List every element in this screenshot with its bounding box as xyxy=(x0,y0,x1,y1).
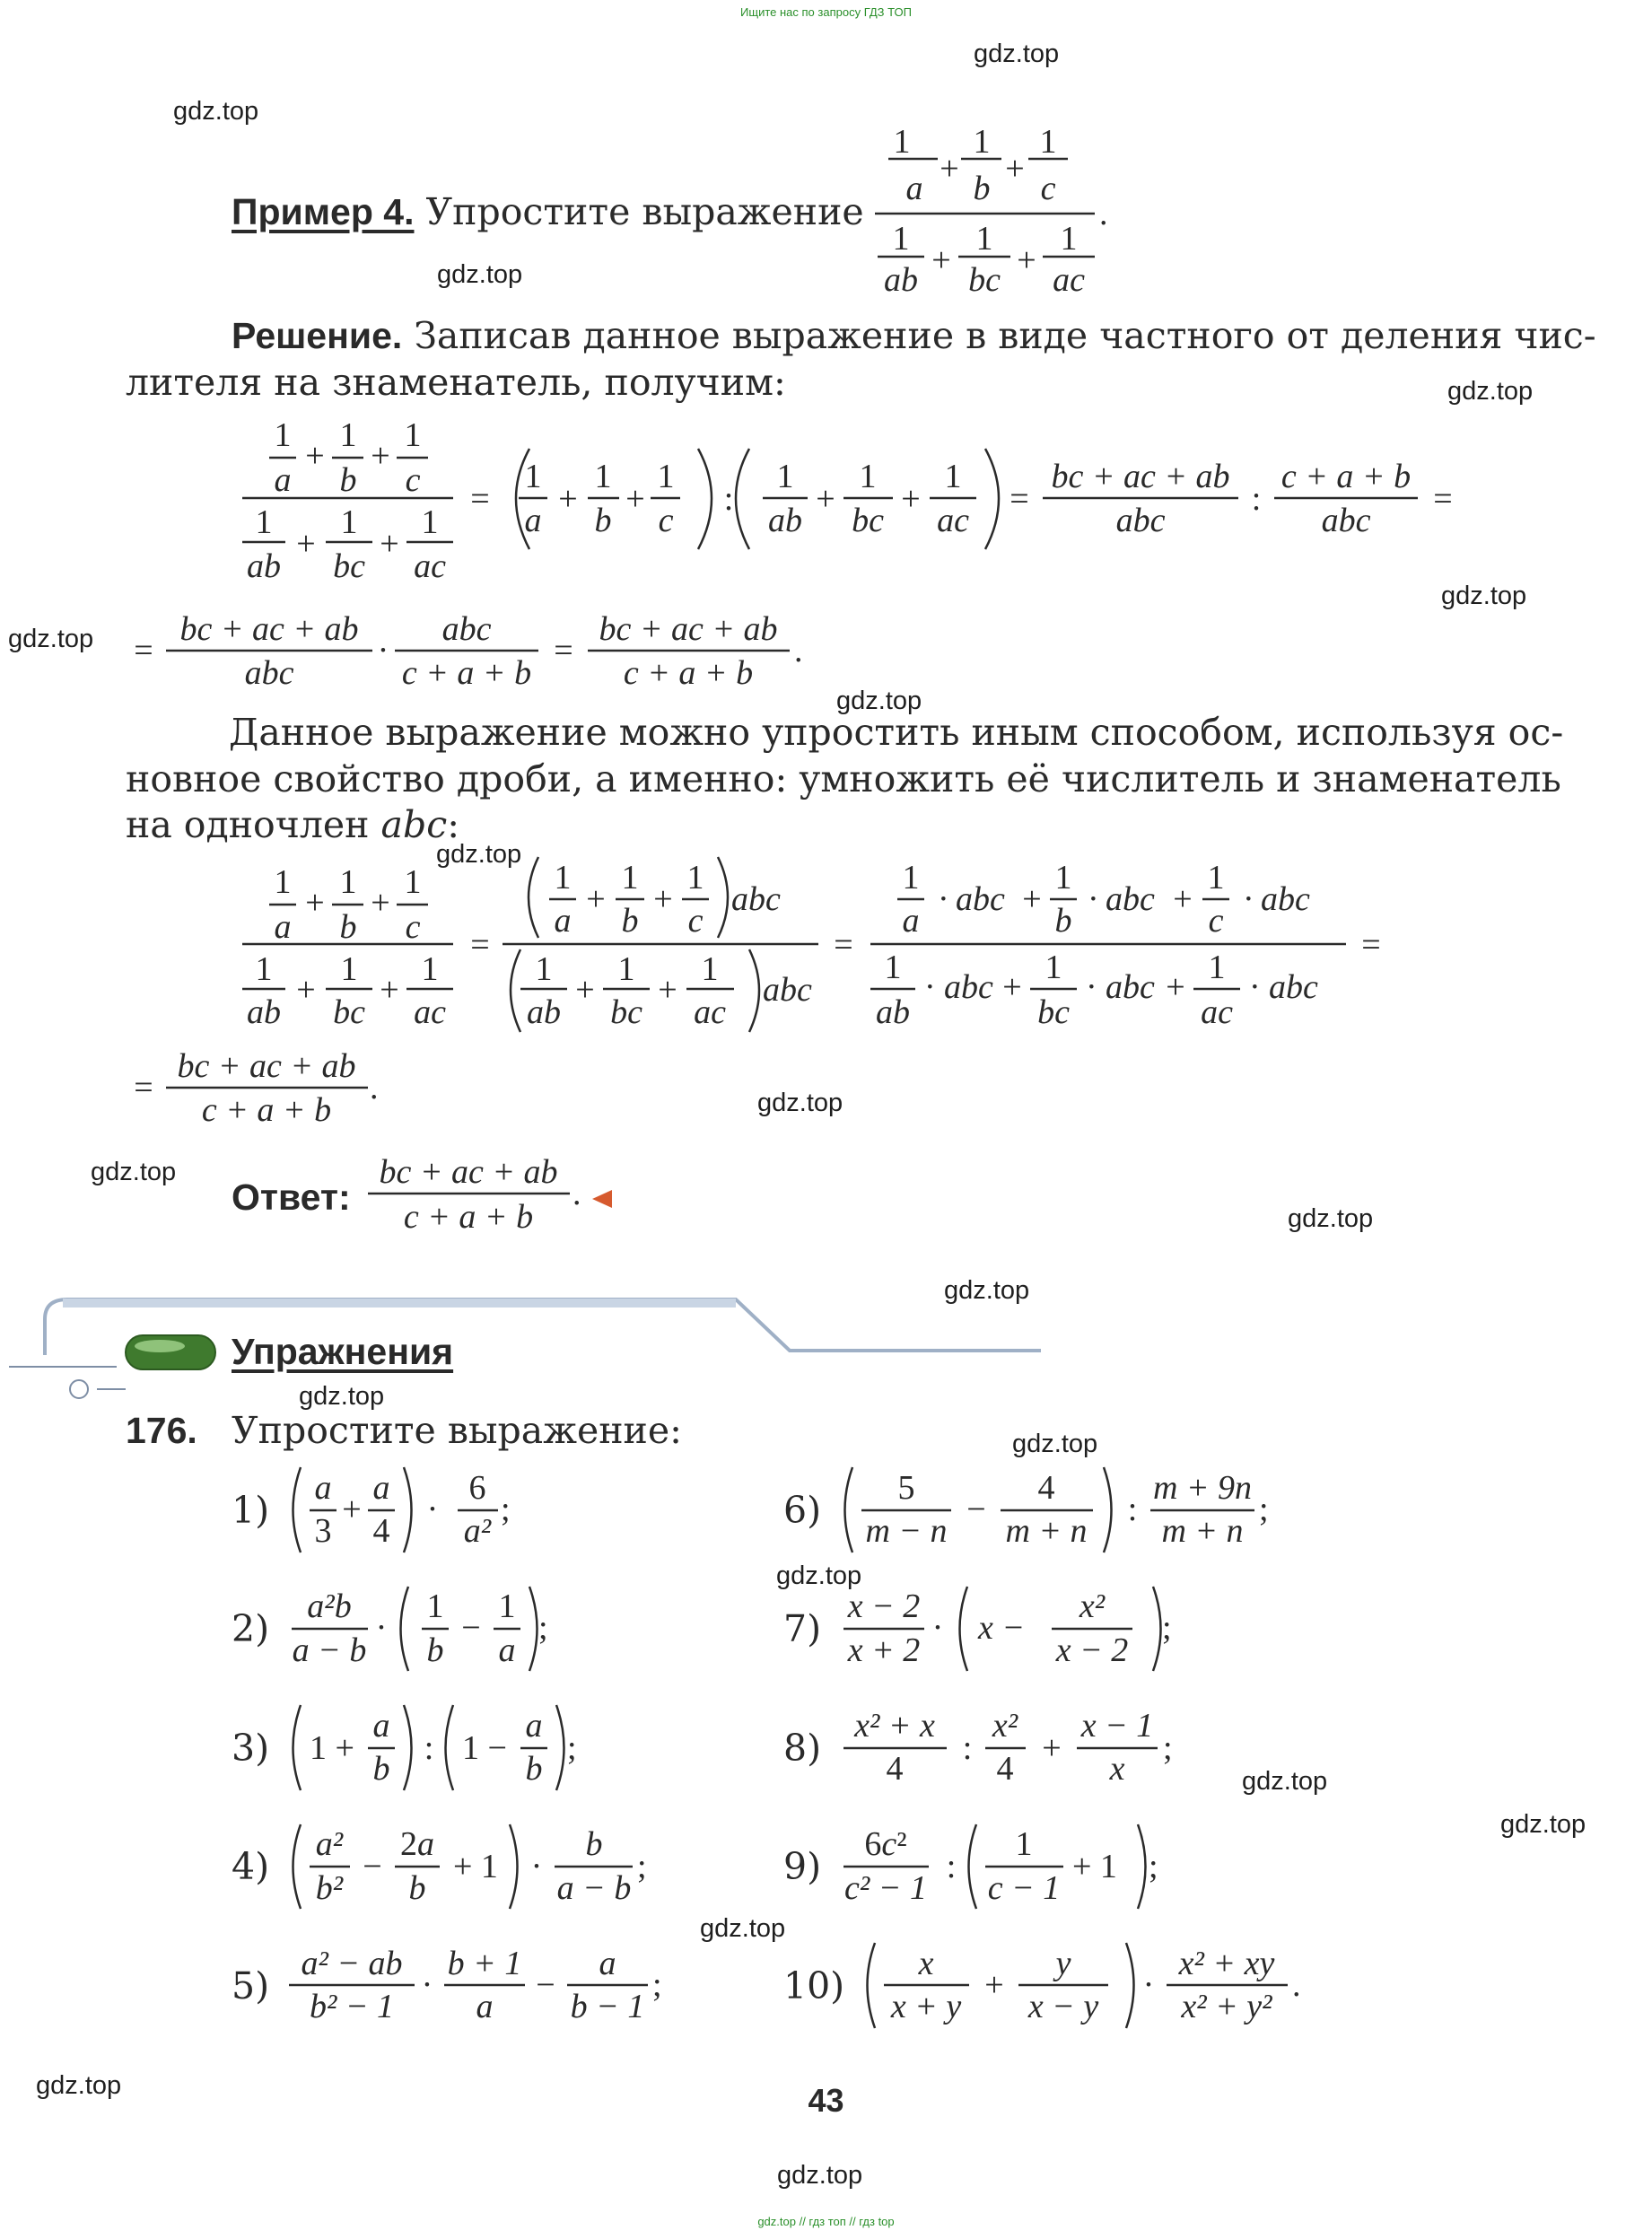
exercise-item-label: 3) xyxy=(232,1727,270,1770)
svg-text:bc: bc xyxy=(852,502,884,539)
svg-text:5: 5 xyxy=(897,1469,915,1507)
svg-text:=: = xyxy=(470,480,490,518)
svg-text:+: + xyxy=(1173,880,1193,918)
svg-text:y: y xyxy=(1055,1945,1071,1982)
watermark: gdz.top xyxy=(777,2161,863,2190)
alt-line-3-colon: : xyxy=(447,803,460,846)
svg-text:;: ; xyxy=(567,1729,577,1767)
svg-text:+: + xyxy=(901,480,921,518)
svg-text:=: = xyxy=(1361,926,1381,964)
svg-text:x + y: x + y xyxy=(890,1988,962,2025)
svg-text:c: c xyxy=(405,461,421,499)
svg-text:1: 1 xyxy=(255,503,273,541)
svg-text::: : xyxy=(424,1729,434,1767)
watermark: gdz.top xyxy=(91,1158,177,1186)
svg-text:c: c xyxy=(1040,170,1056,207)
svg-text:1: 1 xyxy=(1039,123,1057,161)
watermark: gdz.top xyxy=(1288,1204,1374,1233)
svg-text:+ 1: + 1 xyxy=(453,1848,498,1885)
svg-text:c + a + b: c + a + b xyxy=(201,1091,332,1129)
svg-text:1: 1 xyxy=(404,863,422,901)
svg-text:a: a xyxy=(372,1469,390,1507)
watermark: gdz.top xyxy=(1012,1430,1098,1458)
example-task: Упростите выражение xyxy=(425,190,864,233)
svg-text:1: 1 xyxy=(975,220,993,258)
svg-text:1: 1 xyxy=(535,950,553,988)
watermark: gdz.top xyxy=(36,2071,122,2100)
svg-text:.: . xyxy=(1292,1966,1301,2004)
svg-text:·: · xyxy=(1088,880,1099,918)
exercise-5 xyxy=(289,1945,662,2025)
svg-text:+: + xyxy=(940,150,959,188)
svg-text:·: · xyxy=(375,1609,388,1647)
svg-text:1: 1 xyxy=(776,458,794,495)
svg-text:x²: x² xyxy=(1079,1587,1106,1625)
svg-text:+: + xyxy=(1042,1729,1062,1767)
svg-text:c + a + b: c + a + b xyxy=(401,654,532,692)
svg-text:+: + xyxy=(380,525,399,563)
svg-text:1: 1 xyxy=(1054,859,1072,896)
svg-text:+: + xyxy=(305,884,325,922)
page-number: 43 xyxy=(808,2082,844,2119)
exercise-3 xyxy=(293,1705,577,1790)
svg-text:6: 6 xyxy=(468,1469,486,1507)
svg-text:ab: ab xyxy=(527,993,561,1031)
svg-text:bc + ac + ab: bc + ac + ab xyxy=(1051,458,1230,495)
header-note: Ищите нас по запросу ГДЗ ТОП xyxy=(740,5,912,19)
svg-text:b: b xyxy=(339,908,357,946)
svg-text:a²: a² xyxy=(463,1512,492,1550)
svg-text:·: · xyxy=(426,1491,439,1528)
alt-line-1: Данное выражение можно упростить иным способом, используя ос- xyxy=(229,711,1564,754)
svg-text:c + a + b: c + a + b xyxy=(1281,458,1412,495)
svg-text:·: · xyxy=(1249,968,1261,1006)
svg-text:1: 1 xyxy=(1207,859,1225,896)
svg-text:·: · xyxy=(1086,968,1097,1006)
exercise-item-label: 4) xyxy=(232,1845,270,1888)
svg-text:+: + xyxy=(586,880,606,918)
svg-text:c − 1: c − 1 xyxy=(987,1869,1061,1907)
svg-text:1: 1 xyxy=(404,416,422,454)
svg-text::: : xyxy=(723,480,734,518)
svg-text:b² − 1: b² − 1 xyxy=(309,1988,395,2025)
svg-text:.: . xyxy=(1099,195,1108,232)
svg-text:1: 1 xyxy=(617,950,635,988)
svg-text:a²: a² xyxy=(315,1825,344,1863)
exercise-item-label: 1) xyxy=(232,1489,270,1532)
svg-text:a: a xyxy=(274,461,292,499)
svg-text:;: ; xyxy=(1163,1729,1173,1767)
svg-text:a² − ab: a² − ab xyxy=(301,1945,403,1982)
alt-formula-2 xyxy=(134,1047,378,1129)
svg-text:+ 1: + 1 xyxy=(1072,1848,1117,1885)
watermark: gdz.top xyxy=(1447,377,1534,406)
svg-text:abc: abc xyxy=(1321,502,1371,539)
svg-text:a: a xyxy=(314,1469,332,1507)
svg-text:+: + xyxy=(1017,241,1036,279)
svg-text:c² − 1: c² − 1 xyxy=(844,1869,927,1907)
svg-text:+: + xyxy=(1002,968,1022,1006)
solution-formula-1-text xyxy=(247,416,1453,585)
solution-label: Решение. xyxy=(232,315,403,356)
answer-denominator: c + a + b xyxy=(403,1198,534,1236)
svg-text:·: · xyxy=(530,1848,543,1885)
svg-text:ac: ac xyxy=(414,547,446,585)
svg-text:b: b xyxy=(621,902,639,940)
svg-text:1: 1 xyxy=(340,950,358,988)
watermark: gdz.top xyxy=(1242,1767,1328,1796)
svg-text:1: 1 xyxy=(1060,220,1078,258)
answer-numerator: bc + ac + ab xyxy=(379,1153,558,1191)
svg-text:abc: abc xyxy=(944,968,993,1006)
svg-text:1: 1 xyxy=(973,123,991,161)
svg-text:ac: ac xyxy=(1201,993,1233,1031)
svg-text:;: ; xyxy=(1259,1491,1269,1528)
svg-text:bc + ac + ab: bc + ac + ab xyxy=(599,610,778,648)
svg-text:1: 1 xyxy=(1045,949,1062,986)
svg-text:1 −: 1 − xyxy=(462,1729,507,1767)
svg-text:c: c xyxy=(405,908,421,946)
svg-text:a: a xyxy=(525,1707,543,1745)
svg-text:b: b xyxy=(339,461,357,499)
svg-text:1: 1 xyxy=(902,859,920,896)
exercise-item-label: 6) xyxy=(783,1489,822,1532)
watermark: gdz.top xyxy=(1441,582,1527,610)
answer-label: Ответ: xyxy=(232,1176,351,1218)
example-label: Пример 4. xyxy=(232,191,415,232)
svg-text:1: 1 xyxy=(884,949,902,986)
svg-text:−: − xyxy=(363,1848,382,1885)
watermark: gdz.top xyxy=(1500,1810,1586,1839)
svg-text:a − b: a − b xyxy=(292,1631,367,1669)
svg-text:ac: ac xyxy=(1053,261,1085,299)
svg-text:;: ; xyxy=(652,1966,662,2004)
svg-text:b: b xyxy=(585,1825,603,1863)
example-expression-text xyxy=(884,123,1108,299)
svg-text:bc + ac + ab: bc + ac + ab xyxy=(179,610,359,648)
svg-text:c: c xyxy=(687,902,704,940)
svg-text:1: 1 xyxy=(657,458,675,495)
alt-line-3-var: abc xyxy=(380,803,448,846)
exercises-title: Упражнения xyxy=(232,1331,454,1372)
svg-text:.: . xyxy=(573,1175,581,1212)
svg-text:·: · xyxy=(931,1609,944,1647)
svg-text:ac: ac xyxy=(694,993,726,1031)
svg-text::: : xyxy=(1251,480,1262,518)
svg-text:=: = xyxy=(1010,480,1029,518)
svg-text:bc: bc xyxy=(1037,993,1070,1031)
svg-text:a: a xyxy=(274,908,292,946)
exercise-item-label: 7) xyxy=(783,1607,822,1650)
svg-text:b: b xyxy=(372,1750,390,1788)
exercise-8 xyxy=(843,1707,1173,1788)
exercise-expressions xyxy=(289,1467,1301,2028)
svg-text:1: 1 xyxy=(594,458,612,495)
svg-text:+: + xyxy=(931,241,951,279)
svg-text:+: + xyxy=(296,525,316,563)
svg-text:bc: bc xyxy=(610,993,642,1031)
exercise-10 xyxy=(868,1943,1301,2028)
watermark: gdz.top xyxy=(8,625,94,653)
svg-text:ac: ac xyxy=(937,502,969,539)
svg-text:·: · xyxy=(1243,880,1254,918)
svg-text:b: b xyxy=(973,170,991,207)
svg-text::: : xyxy=(962,1729,973,1767)
svg-text:+: + xyxy=(342,1491,362,1528)
svg-text:4: 4 xyxy=(886,1750,904,1788)
svg-text:2a: 2a xyxy=(400,1825,434,1863)
svg-text:+: + xyxy=(625,480,645,518)
svg-text:=: = xyxy=(834,926,853,964)
svg-text:b: b xyxy=(594,502,612,539)
svg-text:+: + xyxy=(371,884,390,922)
svg-text:x − y: x − y xyxy=(1027,1988,1099,2025)
svg-text:=: = xyxy=(554,632,573,669)
svg-text:=: = xyxy=(134,1069,153,1106)
exercise-7 xyxy=(843,1587,1172,1671)
svg-text:a: a xyxy=(372,1707,390,1745)
svg-text:a: a xyxy=(554,902,572,940)
svg-text:a: a xyxy=(476,1988,494,2025)
alt-line-3-text: на одночлен xyxy=(126,803,370,846)
svg-text:ab: ab xyxy=(768,502,802,539)
svg-text:abc: abc xyxy=(1269,968,1318,1006)
watermark: gdz.top xyxy=(437,260,523,289)
exercise-item-label: 5) xyxy=(232,1964,270,2007)
watermark: gdz.top xyxy=(173,97,259,126)
svg-text:;: ; xyxy=(538,1609,548,1647)
svg-text:+: + xyxy=(371,437,390,475)
svg-text:+: + xyxy=(558,480,578,518)
svg-text:abc: abc xyxy=(1106,880,1155,918)
svg-text:a − b: a − b xyxy=(556,1869,632,1907)
svg-text:x − 2: x − 2 xyxy=(1055,1631,1129,1669)
watermark: gdz.top xyxy=(757,1089,843,1117)
exercise-item-label: 10) xyxy=(783,1964,845,2007)
svg-text:1: 1 xyxy=(339,416,357,454)
watermark: gdz.top xyxy=(776,1561,862,1590)
svg-text:−: − xyxy=(536,1966,555,2004)
svg-text:1: 1 xyxy=(701,950,719,988)
exercise-task: Упростите выражение: xyxy=(232,1409,682,1452)
svg-text:6c²: 6c² xyxy=(864,1825,907,1863)
svg-text:ab: ab xyxy=(247,993,281,1031)
svg-text:a: a xyxy=(524,502,542,539)
svg-text:1: 1 xyxy=(892,220,910,258)
solution-line-2: лителя на знаменатель, получим: xyxy=(126,361,786,404)
end-of-solution-marker xyxy=(592,1190,612,1208)
svg-text:bc + ac + ab: bc + ac + ab xyxy=(177,1047,356,1085)
svg-text:−: − xyxy=(966,1491,986,1528)
svg-text:x: x xyxy=(918,1945,934,1982)
svg-text:4: 4 xyxy=(996,1750,1014,1788)
svg-text:=: = xyxy=(1433,480,1453,518)
svg-text:bc: bc xyxy=(333,993,365,1031)
svg-text:a: a xyxy=(902,902,920,940)
svg-text:1: 1 xyxy=(274,416,292,454)
svg-text:+: + xyxy=(653,880,673,918)
svg-text:;: ; xyxy=(637,1848,647,1885)
svg-text:bc: bc xyxy=(968,261,1001,299)
svg-text:m + n: m + n xyxy=(1005,1512,1088,1550)
svg-text:x − 2: x − 2 xyxy=(847,1587,921,1625)
svg-text:·: · xyxy=(377,632,389,669)
svg-text:a: a xyxy=(905,170,923,207)
svg-text:a: a xyxy=(599,1945,616,1982)
exercise-item-label: 2) xyxy=(232,1607,270,1650)
exercise-4 xyxy=(293,1824,647,1909)
exercise-9 xyxy=(843,1824,1158,1909)
svg-text:+: + xyxy=(1005,150,1025,188)
svg-text:x²: x² xyxy=(992,1707,1018,1745)
svg-text:b: b xyxy=(1054,902,1072,940)
svg-text:+: + xyxy=(984,1966,1004,2004)
exercise-2 xyxy=(292,1587,548,1671)
svg-text:1: 1 xyxy=(426,1587,444,1625)
svg-text:ac: ac xyxy=(414,993,446,1031)
svg-text:+: + xyxy=(1022,880,1042,918)
svg-text:abc: abc xyxy=(1106,968,1155,1006)
svg-text:bc: bc xyxy=(333,547,365,585)
svg-text:b: b xyxy=(525,1750,543,1788)
svg-text:3: 3 xyxy=(314,1512,332,1550)
svg-text:+: + xyxy=(575,971,595,1009)
svg-text:abc: abc xyxy=(244,654,294,692)
svg-text:c: c xyxy=(1208,902,1224,940)
svg-text::: : xyxy=(1127,1491,1138,1528)
svg-text:·: · xyxy=(421,1966,433,2004)
svg-text:c + a + b: c + a + b xyxy=(623,654,754,692)
svg-text:1: 1 xyxy=(339,863,357,901)
svg-text:=: = xyxy=(470,926,490,964)
svg-text:;: ; xyxy=(501,1491,511,1528)
svg-text:1: 1 xyxy=(944,458,962,495)
svg-text:x² + xy: x² + xy xyxy=(1178,1945,1275,1982)
svg-text:+: + xyxy=(816,480,835,518)
svg-text:x − 1: x − 1 xyxy=(1080,1707,1154,1745)
svg-text:abc: abc xyxy=(763,971,812,1009)
svg-text:1 +: 1 + xyxy=(310,1729,354,1767)
svg-text:1: 1 xyxy=(893,123,911,161)
svg-text:1: 1 xyxy=(859,458,877,495)
svg-text:4: 4 xyxy=(1037,1469,1055,1507)
exercise-1 xyxy=(293,1467,511,1552)
svg-text:b²: b² xyxy=(315,1869,344,1907)
svg-text:abc: abc xyxy=(956,880,1005,918)
svg-text:b − 1: b − 1 xyxy=(570,1988,645,2025)
svg-text:b + 1: b + 1 xyxy=(447,1945,522,1982)
svg-text:m + n: m + n xyxy=(1161,1512,1244,1550)
svg-text:1: 1 xyxy=(1015,1825,1033,1863)
svg-text:1: 1 xyxy=(340,503,358,541)
svg-text:b: b xyxy=(426,1631,444,1669)
exercise-item-label: 9) xyxy=(783,1845,822,1888)
watermark: gdz.top xyxy=(436,840,522,869)
svg-text:abc: abc xyxy=(731,880,781,918)
svg-text:+: + xyxy=(380,971,399,1009)
svg-text:m + 9n: m + 9n xyxy=(1152,1469,1253,1507)
svg-text:1: 1 xyxy=(524,458,542,495)
svg-text:1: 1 xyxy=(255,950,273,988)
exercise-number: 176. xyxy=(126,1410,197,1451)
exercise-item-label: 8) xyxy=(783,1727,822,1770)
svg-text:+: + xyxy=(296,971,316,1009)
answer-fraction xyxy=(368,1153,612,1236)
svg-text:4: 4 xyxy=(372,1512,390,1550)
svg-text:abc: abc xyxy=(1261,880,1310,918)
svg-text:.: . xyxy=(794,632,803,669)
svg-text:1: 1 xyxy=(274,863,292,901)
svg-text:m − n: m − n xyxy=(865,1512,948,1550)
svg-text:−: − xyxy=(461,1609,481,1647)
watermark: gdz.top xyxy=(700,1914,786,1943)
svg-text:x² + x: x² + x xyxy=(854,1707,935,1745)
svg-text:;: ; xyxy=(1162,1609,1172,1647)
svg-text:1: 1 xyxy=(1208,949,1226,986)
svg-text:a: a xyxy=(498,1631,516,1669)
svg-text:·: · xyxy=(924,968,936,1006)
exercise-6 xyxy=(845,1467,1269,1552)
alt-line-2: новное свойство дроби, а именно: умножить её числитель и знаменатель xyxy=(126,757,1561,800)
svg-text:·: · xyxy=(1142,1966,1155,2004)
svg-text:x: x xyxy=(1109,1750,1125,1788)
svg-text::: : xyxy=(946,1848,957,1885)
svg-text:+: + xyxy=(658,971,677,1009)
svg-text:;: ; xyxy=(1149,1848,1158,1885)
svg-text:=: = xyxy=(134,632,153,669)
watermark: gdz.top xyxy=(944,1276,1030,1305)
svg-text:ab: ab xyxy=(247,547,281,585)
svg-text:1: 1 xyxy=(421,950,439,988)
solution-text-1: Записав данное выражение в виде частного от деления чис- xyxy=(414,314,1596,357)
watermark: gdz.top xyxy=(299,1382,385,1411)
svg-text:1: 1 xyxy=(621,859,639,896)
svg-text:x −: x − xyxy=(978,1609,1026,1647)
svg-text:.: . xyxy=(370,1069,379,1106)
svg-text:c: c xyxy=(658,502,674,539)
watermark: gdz.top xyxy=(974,39,1060,68)
svg-text:ab: ab xyxy=(884,261,918,299)
watermark: gdz.top xyxy=(836,687,922,715)
svg-text:abc: abc xyxy=(1115,502,1166,539)
footer-note: gdz.top // гдз топ // гдз top xyxy=(757,2215,895,2228)
svg-text:1: 1 xyxy=(421,503,439,541)
svg-text:+: + xyxy=(1166,968,1185,1006)
svg-text:1: 1 xyxy=(554,859,572,896)
exercises-banner xyxy=(9,1299,1041,1398)
svg-text:1: 1 xyxy=(686,859,704,896)
svg-text:+: + xyxy=(305,437,325,475)
svg-text:x + 2: x + 2 xyxy=(847,1631,921,1669)
svg-text:·: · xyxy=(938,880,949,918)
svg-text:1: 1 xyxy=(498,1587,516,1625)
svg-text:ab: ab xyxy=(876,993,910,1031)
svg-text:x² + y²: x² + y² xyxy=(1181,1988,1272,2025)
svg-text:abc: abc xyxy=(441,610,492,648)
svg-text:a²b: a²b xyxy=(307,1587,352,1625)
svg-text:b: b xyxy=(408,1869,426,1907)
